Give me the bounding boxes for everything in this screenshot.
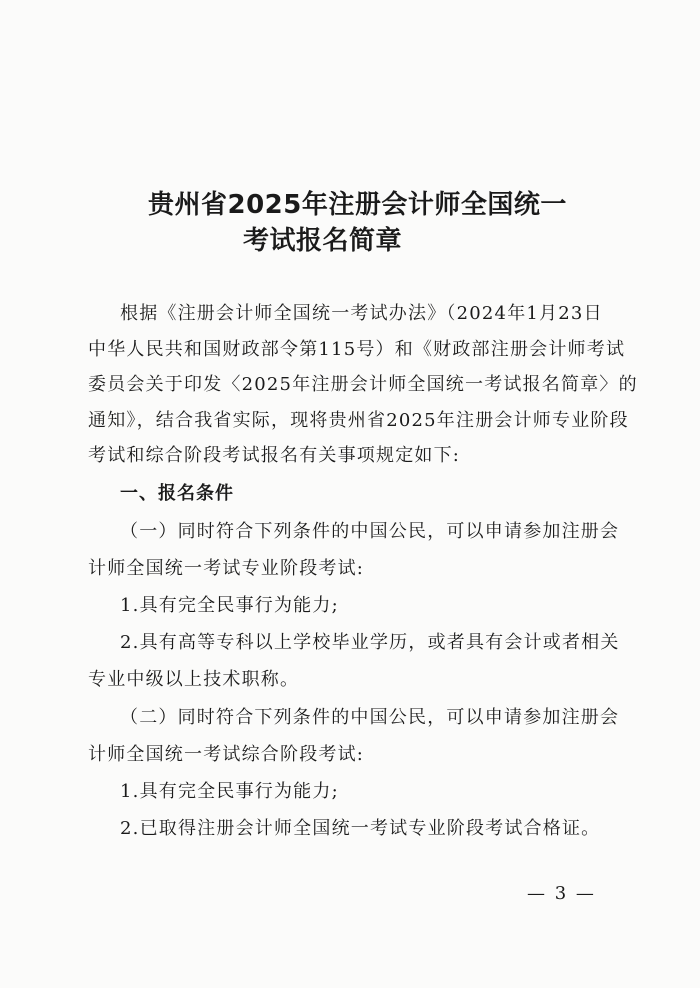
intro-line: 委员会关于印发〈2025年注册会计师全国统一考试报名简章〉的 <box>88 374 638 395</box>
intro-line: 通知》，结合我省实际，现将贵州省2025年注册会计师专业阶段 <box>88 410 629 431</box>
intro-line: 考试和综合阶段考试报名有关事项规定如下: <box>88 445 461 466</box>
list-item: 1.具有完全民事行为能力; <box>120 781 339 802</box>
list-item: 2.具有高等专科以上学校毕业学历，或者具有会计或者相关 <box>120 632 620 653</box>
subsection-line: 计师全国统一考试专业阶段考试: <box>88 558 365 579</box>
subsection-line: （一）同时符合下列条件的中国公民，可以申请参加注册会 <box>120 521 620 542</box>
section-heading: 一、报名条件 <box>120 483 234 504</box>
list-item: 2.已取得注册会计师全国统一考试专业阶段考试合格证。 <box>120 818 601 839</box>
list-item: 1.具有完全民事行为能力; <box>120 595 339 616</box>
list-item: 专业中级以上技术职称。 <box>88 669 300 690</box>
subsection-line: （二）同时符合下列条件的中国公民，可以申请参加注册会 <box>120 707 620 728</box>
document-title-line1: 贵州省2025年注册会计师全国统一 <box>148 190 567 220</box>
page-number: — 3 — <box>527 883 596 904</box>
intro-line: 根据《注册会计师全国统一考试办法》（2024年1月23日 <box>120 303 603 324</box>
subsection-line: 计师全国统一考试综合阶段考试: <box>88 744 365 765</box>
intro-line: 中华人民共和国财政部令第115号）和《财政部注册会计师考试 <box>88 339 626 360</box>
document-title-line2: 考试报名简章 <box>243 226 403 256</box>
